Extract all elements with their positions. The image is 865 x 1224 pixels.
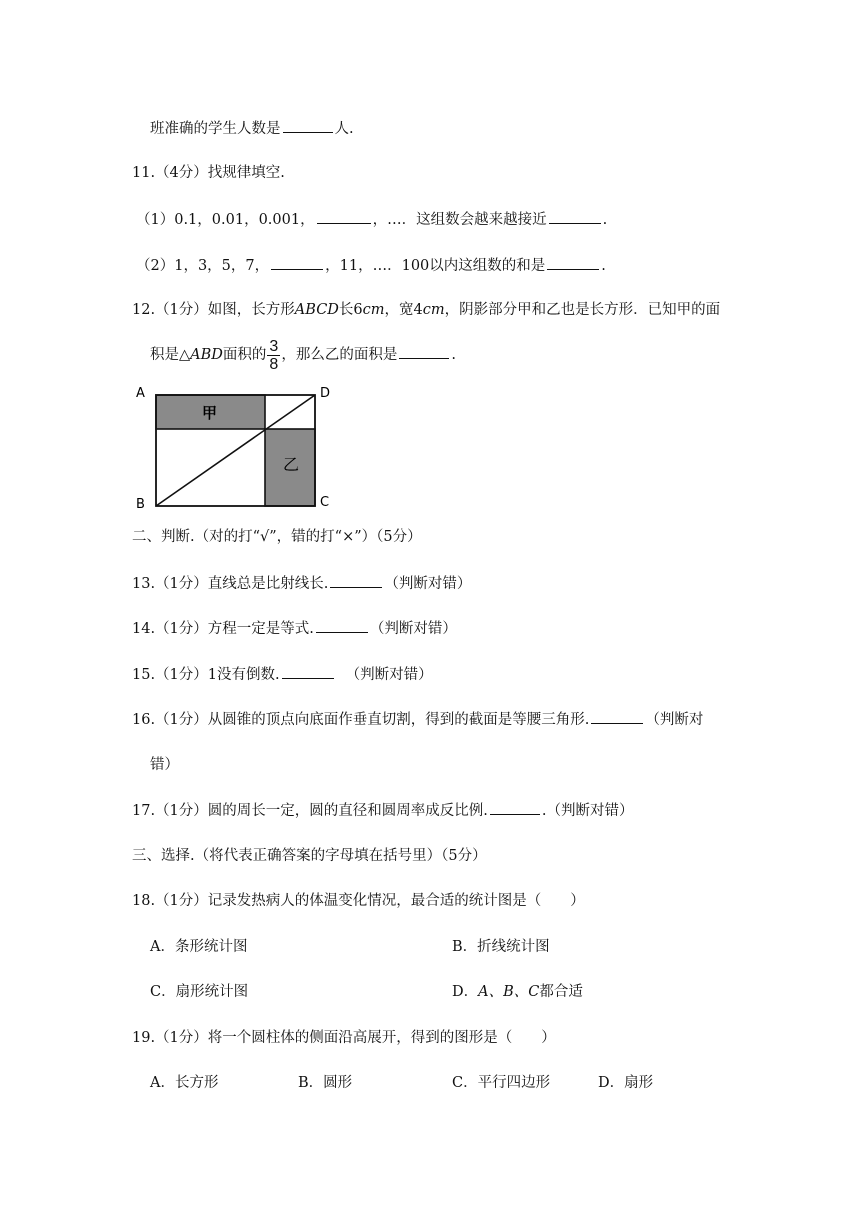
q17 (132, 800, 634, 821)
q12-text: 积是△ (150, 347, 191, 363)
q14-text: 14.（1分）方程一定是等式. (132, 621, 314, 637)
label-jia: 甲 (202, 404, 218, 422)
answer-blank[interactable] (330, 573, 382, 588)
q15 (132, 664, 433, 685)
answer-blank[interactable] (316, 618, 368, 633)
option-text: 都合适 (539, 984, 583, 1000)
q17-hint: .（判断对错） (541, 803, 634, 819)
q12-text: . (451, 347, 456, 363)
q12-text: ，宽4 (384, 302, 423, 318)
answer-blank[interactable] (591, 709, 643, 724)
q19-option-a[interactable]: A．长方形 (150, 1075, 219, 1091)
q11-part2-text: （2）1，3，5，7， (136, 258, 270, 274)
q17-text: 17.（1分）圆的周长一定，圆的直径和圆周率成反比例. (132, 803, 488, 819)
q11-part1-mid: ，…．这组数会越来越接近 (372, 212, 547, 228)
q12-text: ，阴影部分甲和乙也是长方形．已知甲的面 (444, 302, 721, 318)
q11-part2 (136, 255, 606, 276)
fraction-numerator: 3 (269, 337, 279, 355)
q12-text: 12.（1分）如图，长方形 (132, 302, 295, 318)
option-vars: A、B、C (478, 984, 540, 1000)
q13 (132, 573, 471, 594)
answer-blank[interactable] (547, 255, 599, 270)
rectangle-figure (130, 382, 330, 514)
q12-text: 面积的 (222, 347, 267, 363)
label-yi: 乙 (283, 455, 300, 474)
q13-hint: （判断对错） (384, 576, 472, 592)
answer-blank[interactable] (271, 255, 323, 270)
q12-line1 (132, 300, 720, 320)
answer-blank[interactable] (399, 344, 449, 359)
q11-stem: 11.（4分）找规律填空. (132, 165, 285, 181)
q15-hint: （判断对错） (345, 667, 433, 683)
q11-part1-text: （1）0.1，0.01，0.001， (136, 212, 315, 228)
q16-text: 16.（1分）从圆锥的顶点向底面作垂直切割，得到的截面是等腰三角形. (132, 712, 590, 728)
q18-stem: 18.（1分）记录发热病人的体温变化情况，最合适的统计图是（ ） (132, 893, 585, 909)
q12-var-abd: ABD (190, 347, 223, 363)
answer-blank[interactable] (490, 800, 540, 815)
q12-var-abcd: ABCD (294, 302, 339, 318)
q19-stem: 19.（1分）将一个圆柱体的侧面沿高展开，得到的图形是（ ） (132, 1030, 556, 1046)
q12-line2 (150, 337, 456, 373)
answer-blank[interactable] (283, 118, 333, 133)
q19-option-b[interactable]: B．圆形 (298, 1075, 353, 1091)
q18-option-d[interactable] (452, 982, 583, 1002)
label-d: D (320, 386, 330, 401)
q14-hint: （判断对错） (369, 621, 457, 637)
q12-unit-cm: cm (422, 302, 445, 318)
q19-option-c[interactable]: C．平行四边形 (452, 1075, 551, 1091)
q11-part1 (136, 209, 607, 230)
label-c: C (320, 495, 330, 510)
q12-unit-cm: cm (362, 302, 385, 318)
q13-text: 13.（1分）直线总是比射线长. (132, 576, 329, 592)
q12-text: ，那么乙的面积是 (281, 347, 398, 363)
label-a: A (136, 386, 145, 401)
answer-blank[interactable] (282, 664, 334, 679)
fraction-denominator: 8 (269, 355, 279, 373)
answer-blank[interactable] (317, 209, 371, 224)
q10-unit: 人. (334, 121, 354, 137)
option-letter: D． (452, 984, 479, 1000)
q10-tail (150, 118, 354, 139)
section-3-heading: 三、选择.（将代表正确答案的字母填在括号里）（5分） (132, 848, 487, 864)
fraction (267, 338, 280, 373)
q16 (132, 709, 703, 730)
q10-text: 班准确的学生人数是 (150, 121, 281, 137)
q15-text: 15.（1分）1没有倒数. (132, 667, 280, 683)
q11-part1-end: . (602, 212, 608, 228)
q16-wrap: 错） (150, 757, 179, 773)
q19-option-d[interactable]: D．扇形 (598, 1075, 654, 1091)
section-2-heading: 二、判断.（对的打“√”，错的打“×”）（5分） (132, 529, 422, 545)
q18-option-a[interactable]: A．条形统计图 (150, 939, 248, 955)
q12-text: 长6 (338, 302, 363, 318)
q14 (132, 618, 457, 639)
answer-blank[interactable] (549, 209, 601, 224)
q11-part2-mid: ，11，…．100以内这组数的和是 (325, 258, 546, 274)
label-b: B (136, 497, 145, 512)
q16-hint: （判断对 (645, 712, 704, 728)
q18-option-b[interactable]: B．折线统计图 (452, 939, 550, 955)
q11-part2-end: . (601, 258, 606, 274)
q18-option-c[interactable]: C．扇形统计图 (150, 984, 249, 1000)
